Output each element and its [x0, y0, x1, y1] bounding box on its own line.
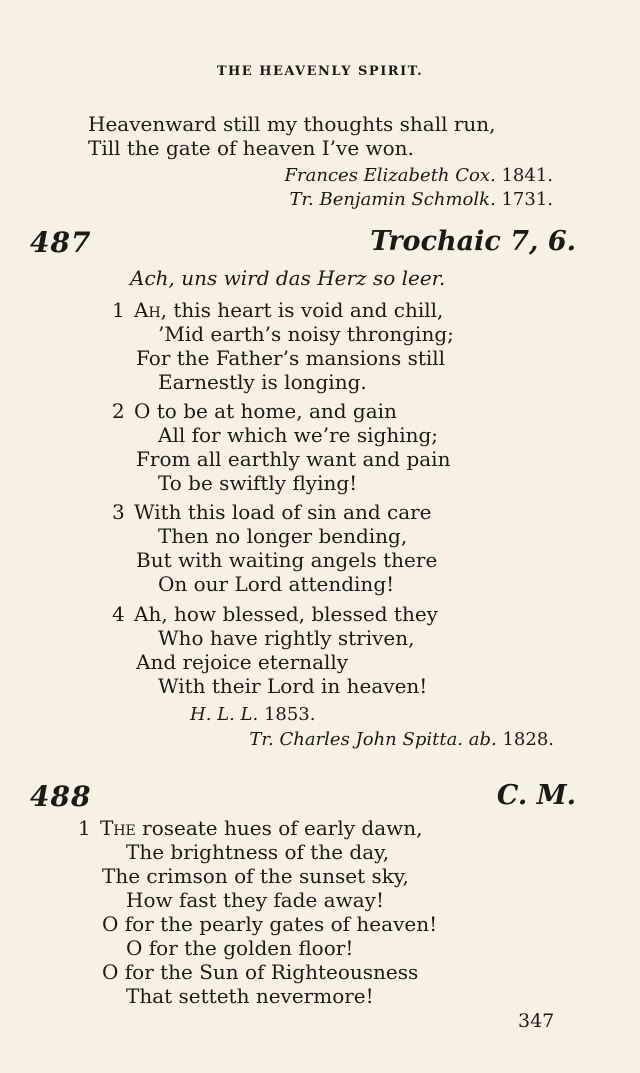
- verse-2-line-2: All for which we’re sighing;: [158, 423, 439, 447]
- verse-1-line-1: [112, 298, 443, 322]
- top-stanza-line-1: Heavenward still my thoughts shall run,: [88, 112, 496, 136]
- hymn487-author: [190, 703, 315, 727]
- verse-line-text: O to be at home, and gain: [134, 399, 397, 423]
- hymn488-line-8: That setteth nevermore!: [126, 984, 374, 1008]
- hymn488-line-2: The brightness of the day,: [126, 840, 390, 864]
- hymn-number-487: 487: [30, 226, 92, 259]
- hymn-meter-488: C. M.: [496, 780, 576, 811]
- verse-3-line-4: On our Lord attending!: [158, 572, 395, 596]
- top-stanza-line-2: Till the gate of heaven I’ve won.: [88, 136, 414, 160]
- hymn488-line-1: [78, 816, 422, 840]
- hymn-number-488: 488: [30, 780, 92, 813]
- verse-line-text: roseate hues of early dawn,: [142, 816, 423, 840]
- verse-line-text: Ah, how blessed, blessed they: [134, 602, 438, 626]
- verse-2-line-3: From all earthly want and pain: [136, 447, 451, 471]
- verse-number: 4: [112, 602, 125, 626]
- verse-3-line-1: [112, 500, 432, 524]
- verse-4-line-2: Who have rightly striven,: [158, 626, 415, 650]
- page-number: 347: [518, 1010, 555, 1032]
- verse-lead-word: The: [100, 816, 136, 840]
- translator-year: 1731.: [501, 189, 553, 210]
- verse-3-line-2: Then no longer bending,: [158, 524, 408, 548]
- author-name: Frances Elizabeth Cox.: [284, 165, 496, 186]
- verse-lead-word: Ah,: [134, 298, 168, 322]
- hymn488-line-7: O for the Sun of Righteousness: [102, 960, 419, 984]
- verse-number: 1: [112, 298, 125, 322]
- verse-4-line-4: With their Lord in heaven!: [158, 674, 428, 698]
- hymn-meter-487: Trochaic 7, 6.: [370, 226, 576, 257]
- verse-4-line-1: [112, 602, 438, 626]
- translator-name: Tr. Charles John Spitta. ab.: [249, 729, 497, 750]
- verse-4-line-3: And rejoice eternally: [136, 650, 349, 674]
- hymn-first-line-original: Ach, uns wird das Herz so leer.: [130, 266, 446, 290]
- author-name: H. L. L.: [190, 704, 259, 725]
- verse-3-line-3: But with waiting angels there: [136, 548, 438, 572]
- verse-2-line-4: To be swiftly flying!: [158, 471, 358, 495]
- running-header: THE HEAVENLY SPIRIT.: [216, 64, 424, 79]
- verse-1-line-4: Earnestly is longing.: [158, 370, 367, 394]
- verse-number: 3: [112, 500, 125, 524]
- verse-number: 2: [112, 399, 125, 423]
- translator-year: 1828.: [502, 729, 554, 750]
- hymn488-line-5: O for the pearly gates of heaven!: [102, 912, 438, 936]
- hymn488-line-6: O for the golden floor!: [126, 936, 354, 960]
- verse-2-line-1: [112, 399, 397, 423]
- hymn487-translator: [249, 728, 554, 752]
- verse-1-line-2: ’Mid earth’s noisy thronging;: [158, 322, 454, 346]
- top-attribution-author: [285, 164, 553, 188]
- verse-1-line-3: For the Father’s mansions still: [136, 346, 446, 370]
- author-year: 1853.: [263, 704, 316, 725]
- author-year: 1841.: [501, 165, 553, 186]
- translator-name: Tr. Benjamin Schmolk.: [289, 189, 496, 210]
- hymn488-line-3: The crimson of the sunset sky,: [102, 864, 409, 888]
- top-attribution-translator: [289, 188, 553, 212]
- verse-line-text: With this load of sin and care: [134, 500, 432, 524]
- verse-line-text: this heart is void and chill,: [173, 298, 444, 322]
- hymn488-line-4: How fast they fade away!: [126, 888, 384, 912]
- verse-number: 1: [78, 816, 91, 840]
